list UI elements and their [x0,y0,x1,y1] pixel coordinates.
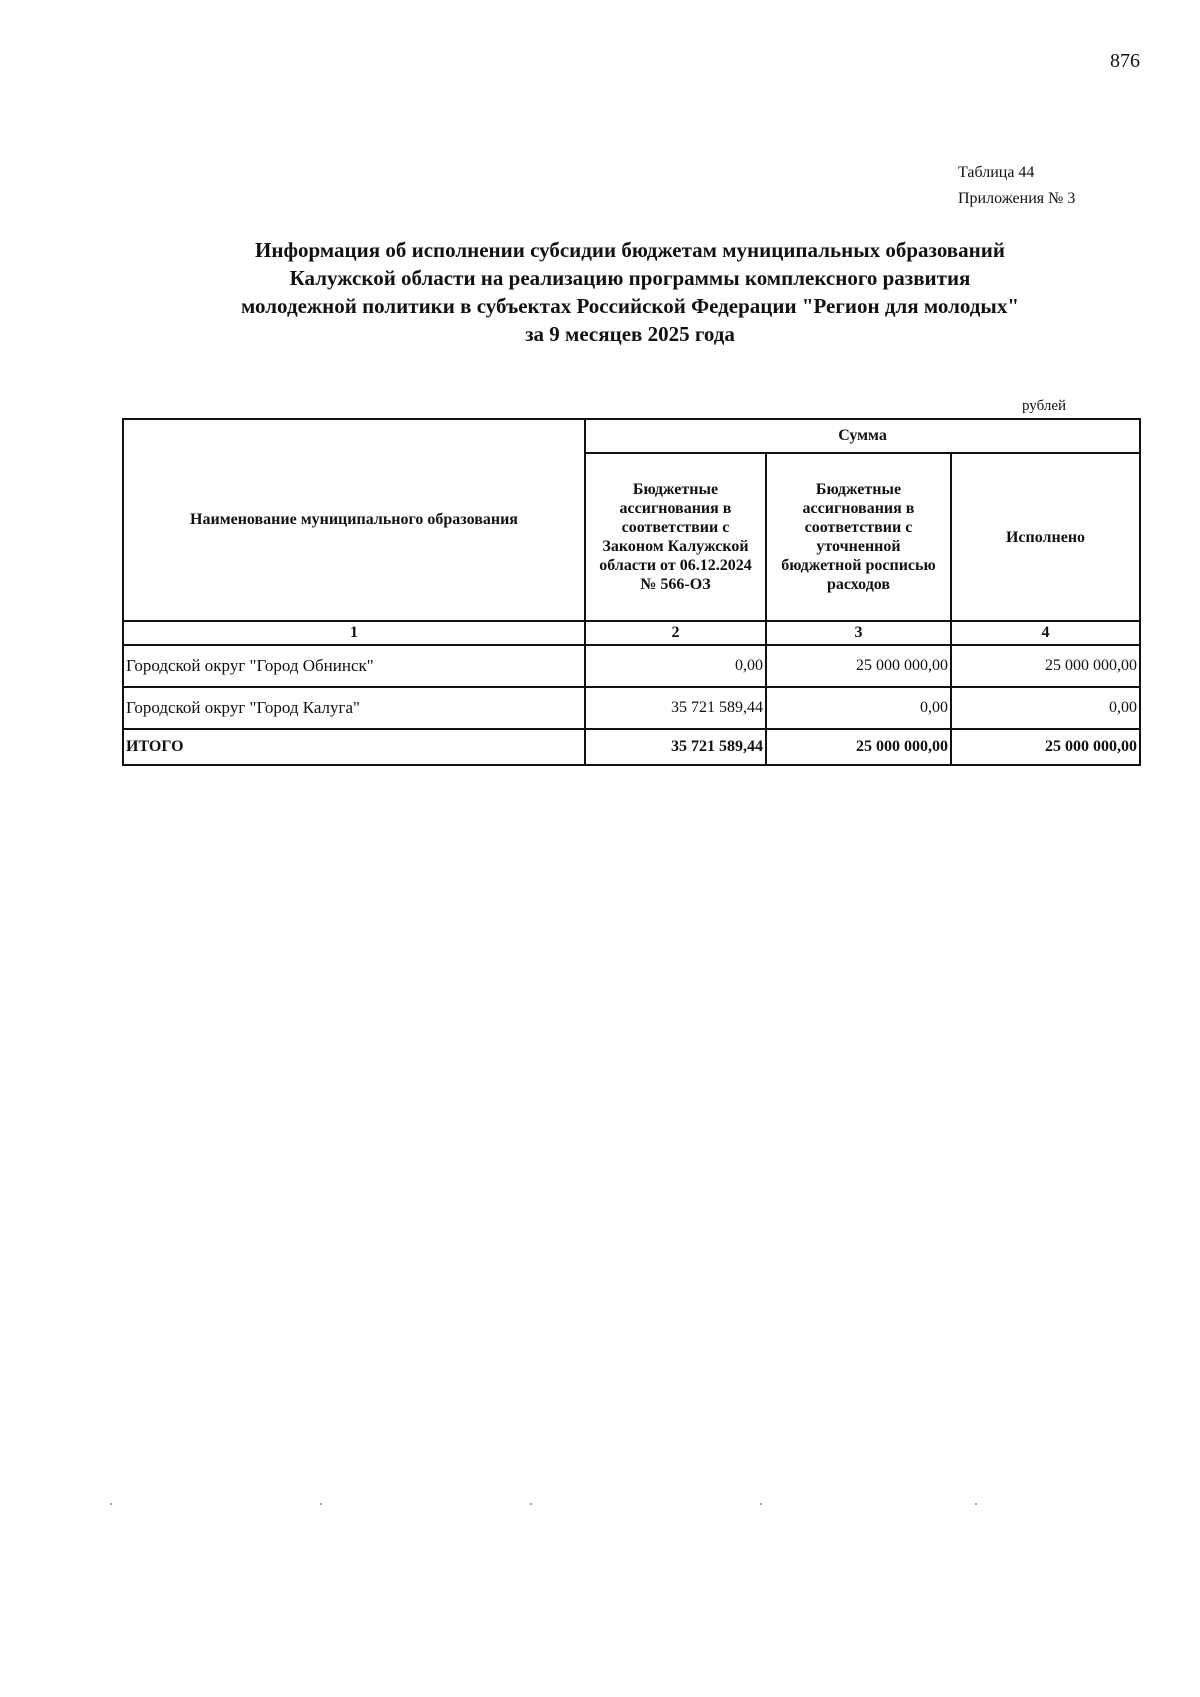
header-law-line: области от 06.12.2024 [599,557,752,574]
total-row [123,729,1140,765]
refined-allocation-value: 25 000 000,00 [766,645,951,687]
law-allocation-value: 0,00 [585,645,766,687]
total-refined-allocation: 25 000 000,00 [766,729,951,765]
executed-value: 25 000 000,00 [951,645,1140,687]
total-executed: 25 000 000,00 [951,729,1140,765]
table-reference-number: Таблица 44 [958,164,1035,181]
column-number: 1 [123,621,585,645]
scan-dot [320,1503,322,1505]
title-line-3: молодежной политики в субъектах Российской Федерации "Регион для молодых" [241,294,1019,318]
page-number: 876 [1110,50,1140,72]
municipality-name: Городской округ "Город Калуга" [123,687,585,729]
title-line-4: за 9 месяцев 2025 года [525,322,735,346]
header-refined-line: ассигнования в [802,500,915,517]
header-refined-allocations [766,453,951,621]
header-law-line: ассигнования в [619,500,732,517]
column-number: 3 [766,621,951,645]
header-law-line: Законом Калужской [602,538,749,555]
scan-dot [110,1503,112,1505]
table-row [123,645,1140,687]
header-law-line: соответствии с [621,519,730,536]
title-line-1: Информация об исполнении субсидии бюджетам муниципальных образований [255,238,1005,262]
table-reference [958,160,1075,212]
executed-value: 0,00 [951,687,1140,729]
scan-dot [975,1503,977,1505]
header-executed: Исполнено [951,453,1140,621]
column-number: 4 [951,621,1140,645]
header-law-line: № 566-ОЗ [640,576,711,593]
header-law-line: Бюджетные [632,481,719,498]
scan-dot [760,1503,762,1505]
column-number: 2 [585,621,766,645]
header-municipality-name: Наименование муниципального образования [123,419,585,621]
subsidy-table [122,418,1141,766]
header-refined-line: уточненной [816,538,901,555]
header-law-allocations [585,453,766,621]
column-numbers-row [123,621,1140,645]
header-refined-line: Бюджетные [815,481,902,498]
header-sum: Сумма [585,419,1140,453]
total-law-allocation: 35 721 589,44 [585,729,766,765]
total-label: ИТОГО [123,729,585,765]
header-refined-line: расходов [826,576,891,593]
units-label: рублей [1022,398,1067,414]
header-row-top [123,419,1140,453]
law-allocation-value: 35 721 589,44 [585,687,766,729]
header-refined-line: соответствии с [804,519,913,536]
refined-allocation-value: 0,00 [766,687,951,729]
appendix-reference: Приложения № 3 [958,190,1076,207]
document-title [180,236,1080,348]
scan-artifact-dots [0,1503,1200,1507]
title-line-2: Калужской области на реализацию программы комплексного развития [289,266,971,290]
scan-dot [530,1503,532,1505]
municipality-name: Городской округ "Город Обнинск" [123,645,585,687]
table-row [123,687,1140,729]
header-refined-line: бюджетной росписью [781,557,936,574]
